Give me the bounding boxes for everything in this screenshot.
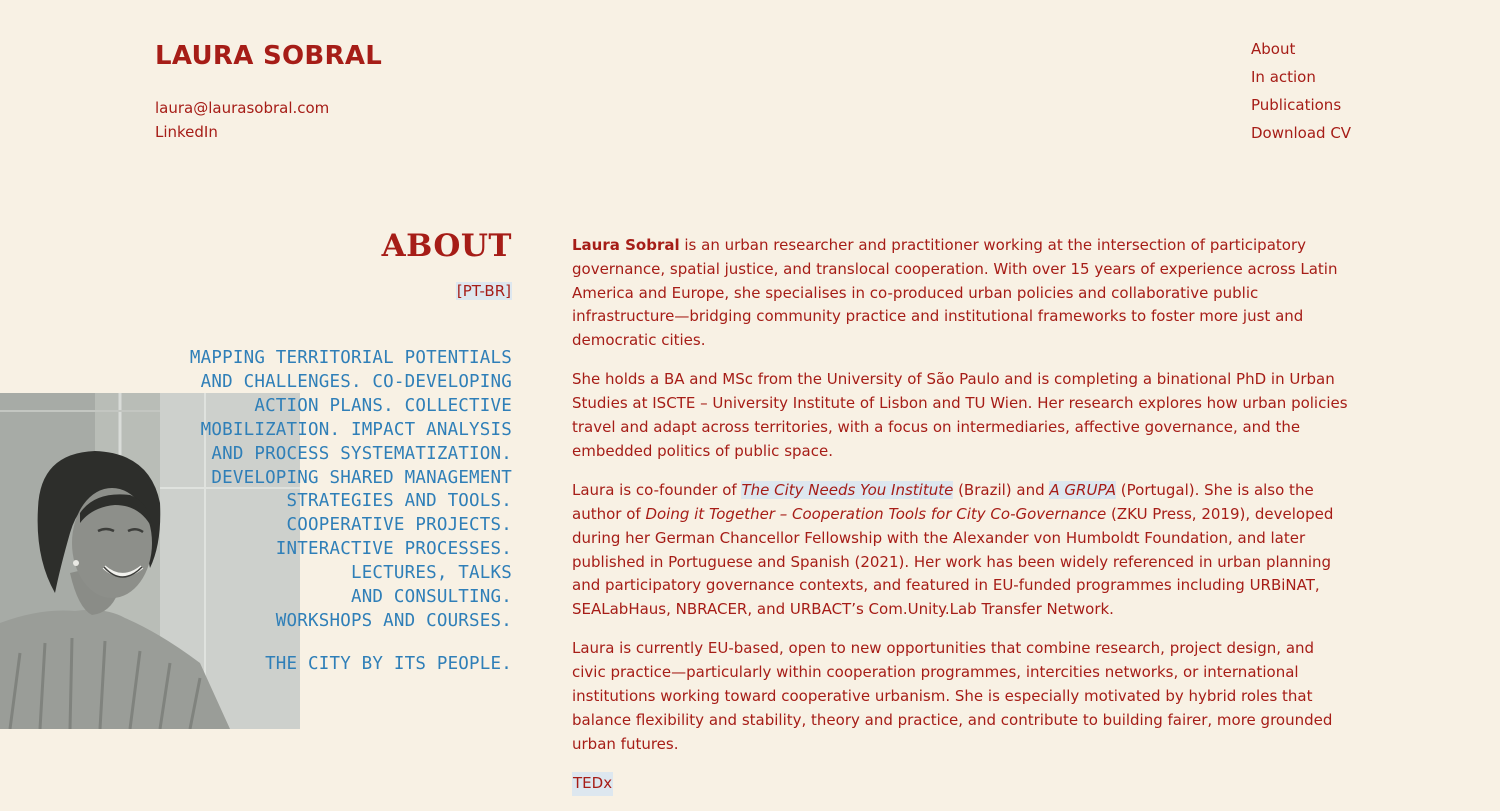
pt-br-language-link[interactable]: [PT-BR] [456, 282, 511, 300]
tagline-motto: THE CITY BY ITS PEOPLE. [265, 653, 512, 674]
bio-text-span: is an urban researcher and practitioner working at the intersection of participatory governance, spatial justice, and translocal cooperation. With over 15 years of experience across Latin America and Europe, she specialises in co-produced urban policies and collaborative public infrastructure—bridging community practice and institutional frameworks to foster more just and democratic cities. [572, 236, 1338, 350]
bio-name: Laura Sobral [572, 236, 680, 254]
contact-info [155, 96, 329, 144]
book-title: Doing it Together – Cooperation Tools for City Co-Governance [645, 504, 1107, 523]
city-needs-you-link[interactable]: The City Needs You Institute [741, 481, 954, 500]
tagline-line: COOPERATIVE PROJECTS. [286, 515, 512, 536]
nav-item-about[interactable]: About [1251, 40, 1296, 58]
nav-item-download-cv[interactable]: Download CV [1251, 124, 1352, 142]
tagline-line: DEVELOPING SHARED MANAGEMENT [211, 467, 512, 488]
bio-text-span: Laura is co-founder of [572, 481, 742, 500]
tagline-line: AND CHALLENGES. CO-DEVELOPING [200, 371, 512, 392]
tagline-line: LECTURES, TALKS [350, 563, 512, 584]
site-title[interactable]: LAURA SOBRAL [155, 41, 383, 71]
tagline-line: WORKSHOPS AND COURSES. [275, 610, 512, 631]
services-tagline [132, 347, 512, 677]
linkedin-link[interactable]: LinkedIn [155, 123, 218, 141]
about-heading: ABOUT [381, 228, 512, 264]
tagline-line: AND PROCESS SYSTEMATIZATION. [211, 443, 512, 464]
tagline-line: AND CONSULTING. [350, 587, 512, 608]
bio-text-span: (ZKU Press, 2019), developed during her German Chancellor Fellowship with the Alexander von Humboldt Foundation, and later published in Portuguese and Spanish (2021). Her work has been widely referenced in urban planning and participatory governance contexts, and featured in EU-funded programmes including URBiNAT, SEALabHaus, NBRACER, and URBACT’s Com.Unity.Lab Transfer Network. [572, 504, 1334, 619]
main-nav [1251, 35, 1351, 147]
bio-paragraph: Laura is currently EU-based, open to new opportunities that combine research, project design, and civic practice—particularly within cooperation programmes, intercities networks, or international institutions working toward cooperative urbanism. She is especially motivated by hybrid roles that balance flexibility and stability, theory and practice, and contribute to building fairer, more grounded urban futures. [572, 639, 1333, 753]
bio-paragraph [572, 234, 1352, 353]
tagline-line: ACTION PLANS. COLLECTIVE [254, 395, 512, 416]
bio-text-span: (Portugal). She is also the author of [572, 481, 1314, 523]
tagline-line: STRATEGIES AND TOOLS. [286, 491, 512, 512]
nav-item-in-action[interactable]: In action [1251, 68, 1316, 86]
tagline-line: INTERACTIVE PROCESSES. [275, 539, 512, 560]
a-grupa-link[interactable]: A GRUPA [1049, 481, 1117, 500]
bio-paragraph [572, 479, 1352, 622]
tagline-line: MAPPING TERRITORIAL POTENTIALS [189, 348, 512, 368]
nav-item-publications[interactable]: Publications [1251, 96, 1342, 114]
bio-text-span: (Brazil) and [953, 481, 1050, 500]
bio-paragraph: She holds a BA and MSc from the University of São Paulo and is completing a binational PhD in Urban Studies at ISCTE – University Institute of Lisbon and TU Wien. Her research explores how urban policies travel and adapt across territories, with a focus on intermediaries, affective governance, and the embedded politics of public space. [572, 370, 1348, 460]
bio-text [572, 234, 1352, 796]
tedx-link[interactable]: TEDx [572, 772, 613, 796]
email-link[interactable]: laura@laurasobral.com [155, 99, 330, 117]
tagline-line: MOBILIZATION. IMPACT ANALYSIS [200, 419, 512, 440]
